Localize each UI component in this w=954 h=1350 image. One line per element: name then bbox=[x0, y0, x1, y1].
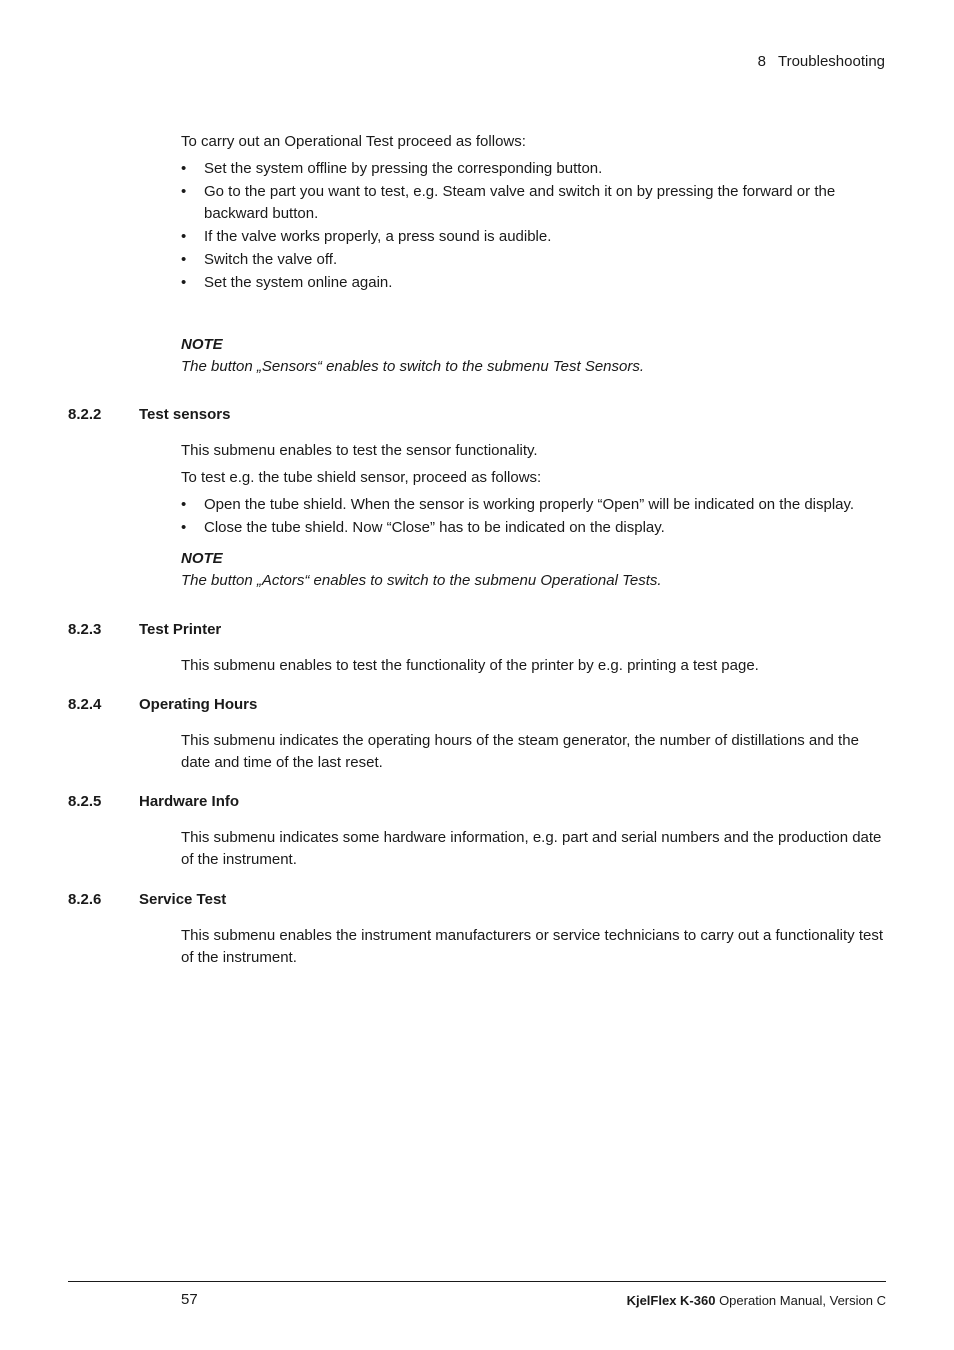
list-item: • Set the system online again. bbox=[181, 272, 886, 294]
intro-bullet-list bbox=[181, 158, 886, 294]
section-number: 8.2.2 bbox=[68, 406, 102, 423]
section-number: 8.2.6 bbox=[68, 891, 102, 908]
note-title: NOTE bbox=[181, 336, 223, 353]
list-item: • Go to the part you want to test, e.g. Steam valve and switch it on by pressing the forward or the backward button. bbox=[181, 183, 836, 222]
note-text: The button „Actors“ enables to switch to the submenu Operational Tests. bbox=[181, 572, 662, 589]
section-title: Operating Hours bbox=[139, 696, 258, 713]
list-item: • Open the tube shield. When the sensor is working properly “Open” will be indicated on the display. bbox=[181, 494, 889, 516]
bullet-glyph: • bbox=[181, 251, 187, 268]
chapter-number: 8 bbox=[757, 53, 766, 70]
section-body bbox=[181, 440, 889, 540]
section-title: Service Test bbox=[139, 891, 227, 908]
section-number: 8.2.3 bbox=[68, 621, 102, 638]
bullet-glyph: • bbox=[181, 496, 187, 513]
footer-rule bbox=[68, 1281, 886, 1282]
note-text: The button „Sensors“ enables to switch to the submenu Test Sensors. bbox=[181, 358, 645, 375]
bullet-glyph: • bbox=[181, 183, 187, 200]
bullet-glyph: • bbox=[181, 274, 187, 291]
list-item: • Set the system offline by pressing the corresponding button. bbox=[181, 158, 886, 180]
product-name: KjelFlex K-360 bbox=[626, 1293, 716, 1308]
intro-block bbox=[181, 131, 886, 295]
section-text: This submenu enables to test the functionality of the printer by e.g. printing a test page. bbox=[181, 657, 759, 674]
sensor-note bbox=[181, 548, 889, 592]
section-title: Test sensors bbox=[139, 406, 231, 423]
intro-lead: To carry out an Operational Test proceed as follows: bbox=[181, 133, 526, 150]
paragraph: To test e.g. the tube shield sensor, proceed as follows: bbox=[181, 469, 542, 486]
list-item: • Close the tube shield. Now “Close” has to be indicated on the display. bbox=[181, 517, 889, 539]
section-number: 8.2.5 bbox=[68, 793, 102, 810]
running-header bbox=[758, 51, 885, 73]
chapter-title: Troubleshooting bbox=[777, 53, 885, 70]
section-text: This submenu indicates the operating hours of the steam generator, the number of distillations and the date and time of the last reset. bbox=[181, 732, 859, 771]
bullet-glyph: • bbox=[181, 519, 187, 536]
section-number: 8.2.4 bbox=[68, 696, 102, 713]
note-title: NOTE bbox=[181, 550, 223, 567]
section-title: Test Printer bbox=[139, 621, 222, 638]
list-item: • If the valve works properly, a press sound is audible. bbox=[181, 226, 886, 248]
paragraph: This submenu enables to test the sensor functionality. bbox=[181, 442, 538, 459]
intro-note bbox=[181, 334, 889, 378]
doc-title: Operation Manual, Version C bbox=[715, 1293, 886, 1308]
page-number: 57 bbox=[181, 1291, 198, 1308]
list-item: • Switch the valve off. bbox=[181, 249, 886, 271]
bullet-glyph: • bbox=[181, 228, 187, 245]
section-text: This submenu indicates some hardware information, e.g. part and serial numbers and the production date of the instrument. bbox=[181, 829, 882, 868]
section-title: Hardware Info bbox=[139, 793, 240, 810]
bullet-glyph: • bbox=[181, 160, 187, 177]
sensor-bullet-list bbox=[181, 494, 889, 539]
section-text: This submenu enables the instrument manufacturers or service technicians to carry out a functionality test of the instrument. bbox=[181, 927, 884, 966]
footer-doc-title bbox=[627, 1290, 886, 1312]
